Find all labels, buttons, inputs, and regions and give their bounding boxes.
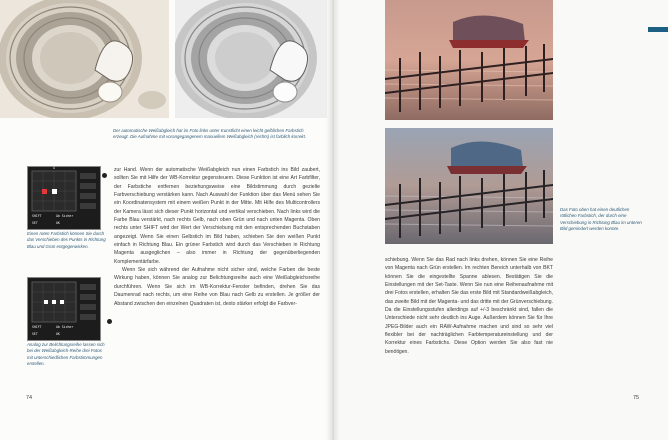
cam2-shift-label: SHIFT bbox=[32, 325, 42, 329]
cam-set-label: SET bbox=[32, 221, 38, 225]
left-body-text bbox=[114, 166, 320, 308]
cam2-ab-label: Ab Sicher bbox=[56, 325, 74, 329]
caption-camera-1: Einen roten Farbstich können Sie durch das Verschieben des Punkts in Richtung Blau und Grün entgegenwirken. bbox=[27, 231, 106, 249]
camera-wb-shift-screen-1 bbox=[27, 166, 101, 230]
photo-dock-reddish bbox=[385, 0, 553, 120]
caption-dock: Das Foto oben hat einen deutlichen rötlichen Farbstich, der durch eine Verschiebung in Richtung Blau im unteren Bild gemindert werden konnte. bbox=[560, 207, 642, 232]
cam2-ok-label: OK bbox=[56, 332, 60, 336]
caption-plates: Der automatische Weißabgleich hat im Foto links unter Kunstlicht einen leicht gelblichen Farbstich erzeugt. Die Aufnahme mit vorangegangenem manuellem Weißabgleich (rechts) ist farblich korrekt. bbox=[113, 128, 307, 140]
photo-dock-corrected bbox=[385, 128, 553, 244]
figure-marker-2 bbox=[107, 319, 112, 324]
photo-plate-auto-wb bbox=[0, 0, 169, 118]
right-page bbox=[333, 0, 668, 440]
caption-camera-2: Analog zur Belichtungsreihe lassen sich bei der Weißabgleich-Reihe drei Fotos mit unterschiedlichen Farbstimmungen erstellen. bbox=[27, 342, 105, 367]
figure-marker-1 bbox=[102, 173, 107, 178]
page-gutter bbox=[326, 0, 340, 440]
right-body-text: schiebung. Wenn Sie das Rad nach links drehen, können Sie eine Reihe von Magenta nach Grün erstellen. Im rechten Bereich unterhalb von BKT können Sie die eingestellte Spanne ablesen. Bestätigen Sie die Einstellungen mit der Set-Taste. Wenn Sie nun eine Reihenaufnahme mit drei Fotos erstellen, erhalten Sie das erste Bild mit Standardweißabgleich, das zweite Bild mit der Magenta- und das dritte mit der Grünverschiebung. Da die Einstellungsstufen allerdings auf +/-3 beschränkt sind, fallen die Unterschiede nicht sehr deutlich ins Auge. Außerdem können Sie für Ihre JPEG-Bilder auch ein RAW-Aufnahme machen und sind so sehr viel flexibler bei der nachträglichen Farbtemperatureinstellung und der Korrektur eines Farbstichs. Diese Option werden Sie also fast nie benötigen. bbox=[385, 257, 553, 355]
left-body-paragraph-1: zur Hand. Wenn der automatische Weißabgleich nun einen Farbstich ins Bild zaubert, sollten Sie mit Hilfe der WB-Korrektur gegensteuern. Diese Funktion ist eine Art Farbfilter, der Farbstiche entfernen beziehungsweise eine Bildstimmung durch gezielte Farbverschiebung verstärken kann. Nach Auswahl der Funktion über das Menü sehen Sie ein Koordinatensystem mit einem weißen Punkt in der Mitte. Mit Hilfe des Multicontrollers der Kamera lässt sich dieser Punkt horizontal und vertikal verschieben. Nach links wird die Farbe Blau verstärkt, nach rechts Gelb, nach oben Grün und nach unten Magenta. Oben rechts unter SHIFT wird der Wert der Verschiebung mit den entsprechenden Buchstaben angezeigt. Wenn Sie einen Gelbstich im Bild haben, schieben Sie den weißen Punkt einfach in Richtung Blau. Ein grüner Farbstich wird durch das Verschieben in Richtung Magenta ausgeglichen – also immer in Richtung der gegenüberliegenden Komplementärfarbe. bbox=[114, 167, 320, 265]
page-number-right: 75 bbox=[633, 395, 640, 401]
photo-plate-manual-wb bbox=[175, 0, 327, 118]
cam-axis-g: G bbox=[53, 166, 55, 170]
cam-ab-label: Ab Sicher bbox=[56, 214, 74, 218]
cam-ok-label: OK bbox=[56, 221, 60, 225]
camera-wb-shift-screen-2 bbox=[27, 277, 101, 341]
cam2-set-label: SET bbox=[32, 332, 38, 336]
left-page bbox=[0, 0, 333, 440]
left-body-paragraph-2: Wenn Sie sich während der Aufnahme nicht sicher sind, welche Farben die beste Wirkung haben, können Sie analog zur Belichtungsreihe auch eine Weißabgleichsreihe durchführen. Wenn Sie sich im WB-Korrektur-Fenster befinden, drehen Sie das Daumenrad nach rechts, um eine Reihe von Blau nach Gelb zu erstellen. Je größer der Abstand zwischen den einzelnen Quadraten ist, desto stärker erfolgt die Farbver- bbox=[114, 267, 320, 307]
page-number-left: 74 bbox=[26, 395, 33, 401]
chapter-tab-marker bbox=[648, 27, 668, 32]
cam-shift-label: SHIFT bbox=[32, 214, 42, 218]
